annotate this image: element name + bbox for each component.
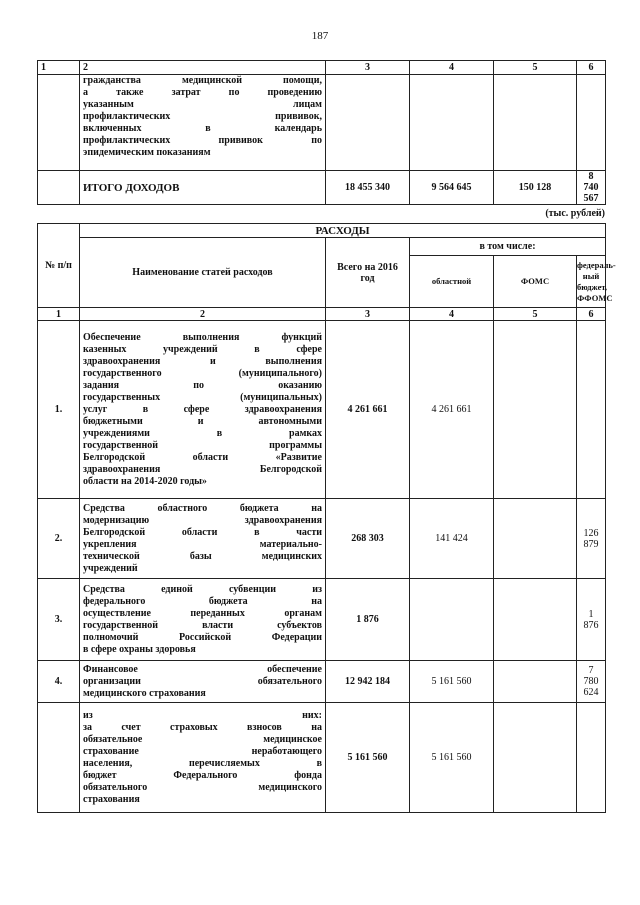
text-line: модернизацию здравоохранения: [83, 514, 322, 526]
text-line: эпидемическим показаниям: [83, 147, 211, 158]
expense-ffoms: [577, 703, 606, 813]
text-line: организации обязательного: [83, 675, 322, 687]
expense-row: [38, 499, 606, 579]
text-line: включенных в календарь: [83, 123, 322, 134]
text-line: государственного (муниципального): [83, 367, 322, 379]
text-line: технической базы медицинских: [83, 550, 322, 562]
col-num-3: 3: [326, 308, 410, 321]
text-line: в сфере охраны здоровья: [83, 643, 196, 655]
income-table-continuation: [37, 60, 606, 205]
expense-regional: 4 261 661: [410, 321, 494, 499]
row-number: 2.: [38, 499, 80, 579]
text-line: здравоохранения Белгородской: [83, 463, 322, 475]
text-line: Белгородской области в части: [83, 526, 322, 538]
text-line: профилактических прививок,: [83, 111, 322, 122]
text-line: из них:: [83, 709, 322, 721]
expense-rows: [38, 321, 606, 813]
expense-total: 4 261 661: [326, 321, 410, 499]
header-foms: ФОМС: [494, 256, 577, 308]
expense-foms: [494, 661, 577, 703]
text-line: бюджетными и автономными: [83, 415, 322, 427]
continued-item-text: [80, 75, 326, 171]
col-num-1: 1: [38, 308, 80, 321]
col-num-5: 5: [494, 308, 577, 321]
expense-ffoms: 126 879: [577, 499, 606, 579]
expense-regional: 5 161 560: [410, 661, 494, 703]
text-line: Обеспечение выполнения функций: [83, 331, 322, 343]
row-number: 4.: [38, 661, 80, 703]
total-income-all: 18 455 340: [326, 171, 410, 205]
row-number: [38, 703, 80, 813]
header-including: в том числе:: [410, 238, 606, 256]
text-line: Средства единой субвенции из: [83, 583, 322, 595]
column-number-row: [38, 61, 606, 75]
text-line: государственных (муниципальных): [83, 391, 322, 403]
expenses-title-row: [38, 224, 606, 238]
expense-ffoms: 7 780 624: [577, 661, 606, 703]
page-number: 187: [311, 30, 329, 42]
text-line: указанным лицам: [83, 99, 322, 110]
text-line: гражданства медицинской помощи,: [83, 75, 322, 86]
total-income-regional: 9 564 645: [410, 171, 494, 205]
col-num-4: 4: [410, 308, 494, 321]
total-income-ffoms: 8 740 567: [577, 171, 606, 205]
expense-total: 1 876: [326, 579, 410, 661]
text-line: государственной программы: [83, 439, 322, 451]
units-label: (тыс. рублей): [545, 208, 605, 219]
text-line: учреждениями в рамках: [83, 427, 322, 439]
text-line: Финансовое обеспечение: [83, 663, 322, 675]
expense-regional: 141 424: [410, 499, 494, 579]
header-row-top: [38, 238, 606, 256]
text-line: страхование неработающего: [83, 745, 322, 757]
text-line: Средства областного бюджета на: [83, 502, 322, 514]
text-line: обязательное медицинское: [83, 733, 322, 745]
header-regional: областной: [410, 256, 494, 308]
expense-ffoms: [577, 321, 606, 499]
expense-total: 12 942 184: [326, 661, 410, 703]
expense-item-name: [80, 579, 326, 661]
text-line: за счет страховых взносов на: [83, 721, 322, 733]
col-num-5: 5: [494, 61, 577, 75]
header-total: Всего на 2016 год: [326, 238, 410, 308]
expense-regional: [410, 579, 494, 661]
column-number-row: [38, 308, 606, 321]
text-line: медицинского страхования: [83, 687, 206, 699]
expense-regional: 5 161 560: [410, 703, 494, 813]
expense-item-name: [80, 321, 326, 499]
expense-row: [38, 661, 606, 703]
text-line: обязательного медицинского: [83, 781, 322, 793]
expense-item-name: [80, 499, 326, 579]
text-line: области на 2014-2020 годы»: [83, 475, 207, 487]
text-line: населения, перечисляемых в: [83, 757, 322, 769]
text-line: осуществление переданных органам: [83, 607, 322, 619]
text-line: здравоохранения и выполнения: [83, 355, 322, 367]
text-line: федерального бюджета на: [83, 595, 322, 607]
expenses-title: РАСХОДЫ: [80, 224, 606, 238]
text-line: услуг в сфере здравоохранения: [83, 403, 322, 415]
expense-total: 268 303: [326, 499, 410, 579]
expense-ffoms: 1 876: [577, 579, 606, 661]
header-num: [38, 224, 80, 308]
text-line: государственной власти субъектов: [83, 619, 322, 631]
col-num-6: 6: [577, 61, 606, 75]
text-line: Белгородской области «Развитие: [83, 451, 322, 463]
total-income-label: ИТОГО ДОХОДОВ: [80, 171, 326, 205]
header-num-label: № п/п: [45, 260, 72, 271]
text-line: а также затрат по проведению: [83, 87, 322, 98]
expense-row: [38, 703, 606, 813]
row-number: 3.: [38, 579, 80, 661]
total-income-foms: 150 128: [494, 171, 577, 205]
col-num-3: 3: [326, 61, 410, 75]
header-ffoms: федераль-ный бюджет, ФФОМС: [577, 256, 606, 308]
col-num-2: 2: [80, 308, 326, 321]
col-num-4: 4: [410, 61, 494, 75]
expense-row: [38, 579, 606, 661]
expense-item-name: [80, 703, 326, 813]
text-line: казенных учреждений в сфере: [83, 343, 322, 355]
expense-row: [38, 321, 606, 499]
total-income-row: [38, 171, 606, 205]
expense-foms: [494, 703, 577, 813]
continued-item-row: [38, 75, 606, 171]
row-number: 1.: [38, 321, 80, 499]
expense-foms: [494, 499, 577, 579]
expense-foms: [494, 579, 577, 661]
col-num-2: 2: [80, 61, 326, 75]
text-line: страхования: [83, 793, 140, 805]
text-line: укрепления материально-: [83, 538, 322, 550]
header-name: Наименование статей расходов: [80, 238, 326, 308]
col-num-1: 1: [38, 61, 80, 75]
expense-foms: [494, 321, 577, 499]
text-line: задания по оказанию: [83, 379, 322, 391]
expense-item-name: [80, 661, 326, 703]
text-line: учреждений: [83, 562, 138, 574]
text-line: профилактических прививок по: [83, 135, 322, 146]
expense-total: 5 161 560: [326, 703, 410, 813]
text-line: бюджет Федерального фонда: [83, 769, 322, 781]
expenses-table: [37, 223, 616, 813]
col-num-6: 6: [577, 308, 606, 321]
text-line: полномочий Российской Федерации: [83, 631, 322, 643]
